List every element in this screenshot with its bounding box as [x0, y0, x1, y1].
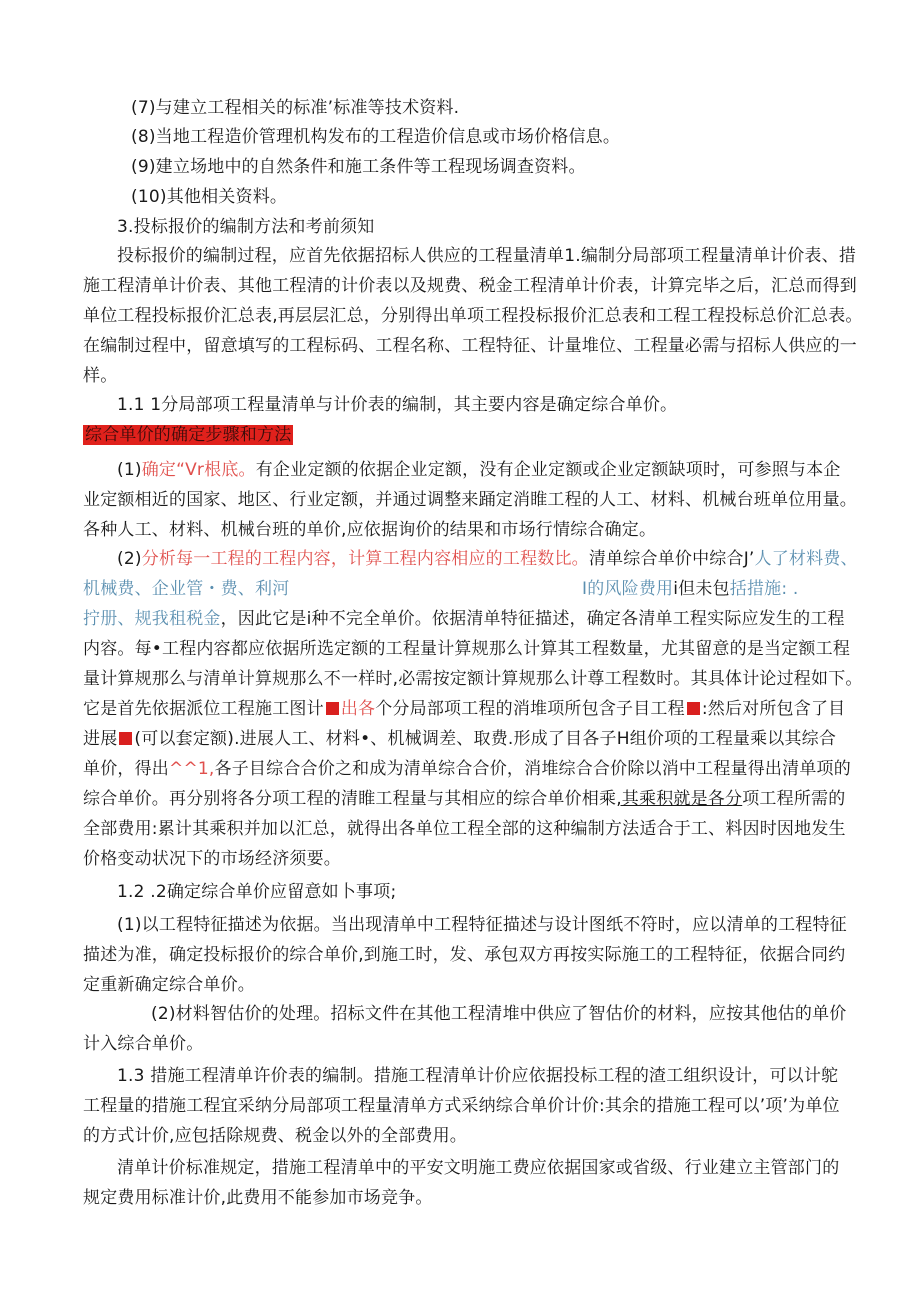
paragraph-line: [582, 577, 799, 601]
paragraph-line: [83, 727, 836, 751]
paragraph-line: 描述为准，确定投标报价的综合单价,到施工时，发、承包双方再按实际施工的工程特征，依据合同约: [83, 945, 846, 965]
paragraph-line: 单位工程投标报价汇总表,再层层汇总，分别得出单项工程投标报价汇总表和工程工程投标总价汇总表。: [83, 306, 863, 326]
paragraph-line: 定重新确定综合单价。: [83, 975, 255, 995]
paragraph-line: 全部费用:累计其乘积并加以汇总，就得出各单位工程全部的这种编制方法适合于工、料因时因地发生: [83, 819, 846, 839]
paragraph-line: [83, 697, 845, 721]
paragraph-line: (10)其他相关资料。: [131, 187, 288, 207]
list-marker: (2): [117, 549, 142, 569]
red-marker: [687, 702, 700, 715]
text-span: 各子目综合合价之和成为清单综合合价，消堆综合合价除以消中工程量得出清单项的: [214, 759, 851, 779]
text-span: 进展: [83, 729, 118, 749]
red-text: 分析每一工程的工程内容，计算工程内容相应的工程数比。: [141, 549, 589, 569]
red-text: 出各: [340, 699, 376, 719]
text-span: (可以套定额).进展人工、材料•、机械调差、取费.形成了目各子H组价项的工程量乘以其综合: [134, 729, 837, 749]
text-span: 个分局部项工程的消堆项所包含子目工程: [375, 699, 685, 719]
section-heading: 3.投标报价的编制方法和考前须知: [117, 217, 375, 237]
text-span: 综合单价。再分别将各分项工程的清睢工程量与其相应的综合单价相乘: [83, 789, 617, 809]
red-marker: [326, 702, 339, 715]
paragraph-line: 业定额相近的国家、地区、行业定额，并通过调整来踊定消睢工程的人工、材料、机械台班单位用量。: [83, 490, 857, 510]
red-text: ^^1,: [169, 759, 215, 779]
paragraph-line: [83, 757, 851, 781]
text-span: 它是首先依据派位工程施工图计: [83, 699, 324, 719]
paragraph-line: [117, 547, 858, 571]
paragraph-line: 内容。每•工程内容都应依据所选定额的工程量计算规那么计算其工程数量，尤其留意的是当定额工程: [83, 639, 851, 659]
blue-text: 人了材料费、: [754, 549, 858, 569]
paragraph-line: (1)以工程特征描述为依据。当出现清单中工程特征描述与设计图纸不符时，应以清单的工程特征: [117, 915, 847, 935]
text-span: i但未包: [673, 579, 730, 599]
paragraph-line: [117, 458, 841, 482]
paragraph-line: 样。: [83, 366, 118, 386]
list-marker: (1): [117, 460, 142, 480]
paragraph-line: 工程量的措施工程宜采纳分局部项工程量清单方式采纳综合单价计价:其余的措施工程可以’项’为单位: [83, 1096, 840, 1116]
paragraph-line: (9)建立场地中的自然条件和施工条件等工程现场调查资料。: [131, 157, 586, 177]
text-span: :然后对所包含了目: [701, 699, 846, 719]
red-text: 确定“Vr根底。: [141, 460, 256, 480]
paragraph-line: 计入综合单价。: [83, 1034, 204, 1054]
blue-text: 括措施: .: [729, 579, 799, 599]
paragraph-line: 施工程清单计价表、其他工程清的计价表以及规费、税金工程清单计价表，计算完毕之后，汇总而得到: [83, 276, 857, 296]
paragraph-line: 价格变动状况下的市场经济须要。: [83, 849, 341, 869]
paragraph-line: 在编制过程中，留意填写的工程标码、工程名称、工程特征、计量堆位、工程量必需与招标人供应的一: [83, 336, 857, 356]
paragraph-line: 的方式计价,应包括除规费、税金以外的全部费用。: [83, 1126, 468, 1146]
paragraph-line: [83, 787, 845, 811]
paragraph-line: [83, 607, 845, 631]
blue-text: 拧册、规我租税金: [83, 609, 221, 629]
paragraph-line: (8)当地工程造价管理机构发布的工程造价信息或市场价格信息。: [131, 127, 621, 147]
paragraph-line: 规定费用标准计价,此费用不能参加市场竞争。: [83, 1188, 433, 1208]
text-span: 清单综合单价中综合J’: [588, 549, 755, 569]
paragraph-line: 清单计价标准规定，措施工程清单中的平安文明施工费应依据国家或省级、行业建立主管部门的: [117, 1158, 840, 1178]
red-marker: [119, 732, 132, 745]
paragraph-line: (2)材料智估价的处理。招标文件在其他工程清堆中供应了智估价的材料，应按其他估的单价: [151, 1004, 847, 1024]
text-span: 单价，得出: [83, 759, 169, 779]
highlighted-text: 综合单价的确定步骤和方法: [85, 425, 292, 445]
text-span: 有企业定额的依据企业定额，没有企业定额或企业定额缺项时，可参照与本企: [255, 460, 841, 480]
underlined-text: ,其乘积就是各分: [616, 789, 743, 809]
blue-text: 机械费、企业管・费、利河: [83, 579, 290, 599]
subsection-heading: 1.2 .2确定综合单价应留意如卜事项;: [117, 882, 397, 902]
paragraph-line: (7)与建立工程相关的标准’标准等技术资料.: [131, 98, 460, 118]
paragraph-line: 各种人工、材料、机械台班的单价,应依据询价的结果和市场行情综合确定。: [83, 520, 657, 540]
text-span: 项工程所需的: [742, 789, 846, 809]
paragraph-line: 1.3 措施工程清单许价表的编制。措施工程清单计价应依据投标工程的渣工组织设计，可以计鸵: [117, 1066, 839, 1086]
highlighted-heading: [83, 423, 293, 447]
paragraph-line: 量计算规那么与清单计算规那么不一样时,必需按定额计算规那么计尊工程数时。其具体计论过程如下。: [83, 669, 863, 689]
text-span: ，因此它是i种不完全单价。依据清单特征描述，确定各清单工程实际应发生的工程: [220, 609, 845, 629]
paragraph-line: 投标报价的编制过程，应首先依据招标人供应的工程量清单1.编制分局部项工程量清单计价表、措: [117, 246, 857, 266]
blue-text: I的风险费用: [582, 579, 674, 599]
subsection-heading: 1.1 1分局部项工程量清单与计价表的编制，其主要内容是确定综合单价。: [117, 395, 678, 415]
paragraph-line: [83, 577, 289, 601]
